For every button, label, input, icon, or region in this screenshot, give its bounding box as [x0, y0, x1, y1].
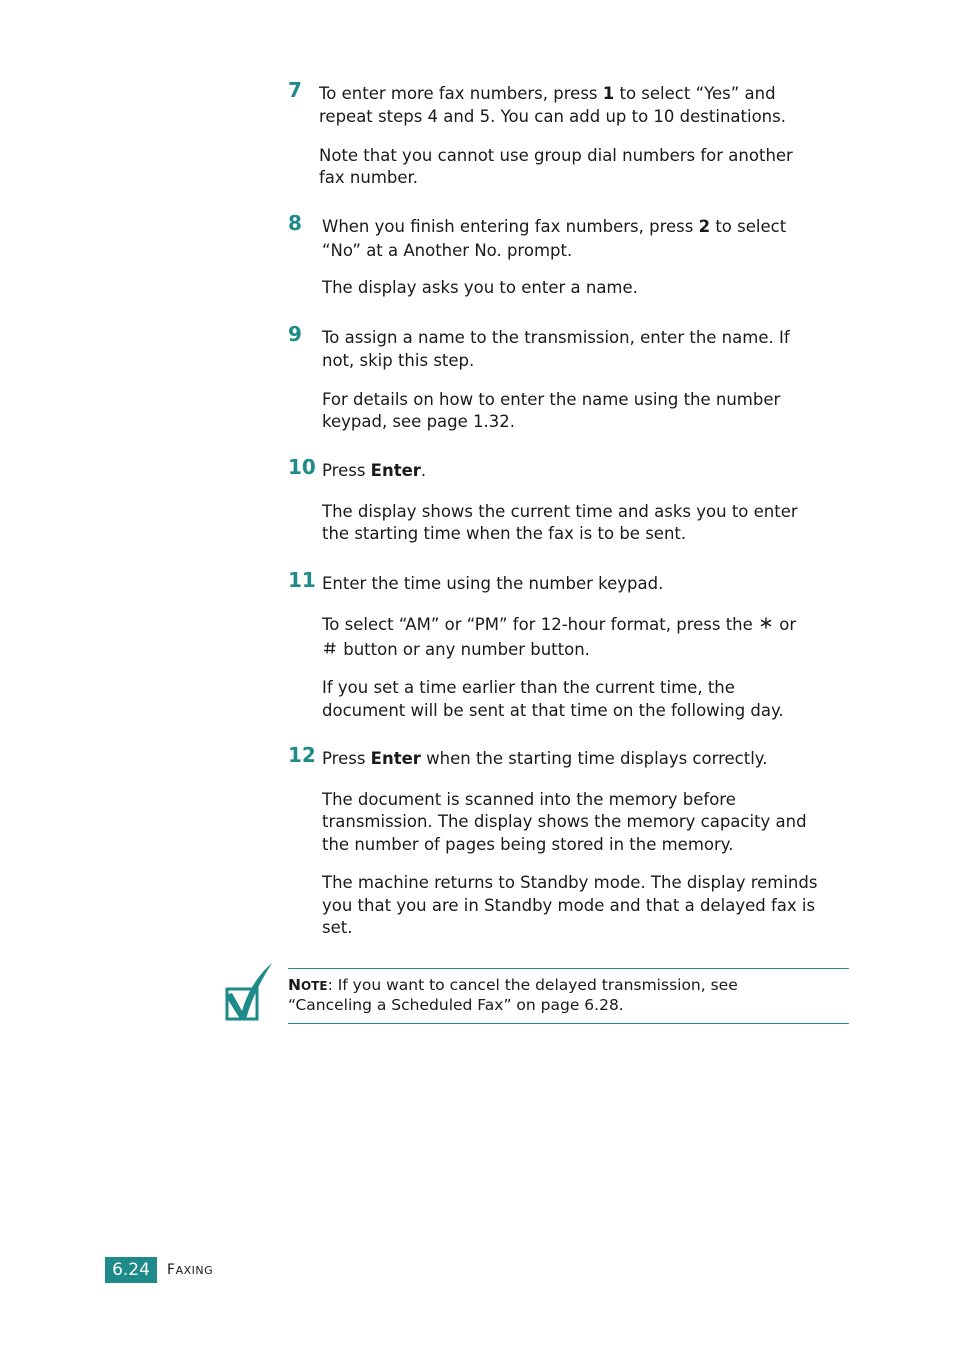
step-text: document will be sent at that time on the following day. — [322, 701, 784, 720]
note-box — [288, 968, 849, 1024]
step-number: 9 — [288, 322, 302, 346]
step-text: Press Enter. — [322, 461, 427, 480]
step-text: not, skip this step. — [322, 351, 475, 370]
step-text: button or any number button. — [322, 638, 590, 662]
note-line-1: NOTE: If you want to cancel the delayed transmission, see — [288, 976, 738, 994]
chapter-title: FAXING — [167, 1262, 214, 1278]
step-number: 8 — [288, 211, 302, 235]
step-number: 7 — [288, 78, 302, 102]
step-text: When you finish entering fax numbers, press 2 to select — [322, 217, 787, 236]
checkmark-note-icon — [224, 961, 276, 1023]
step-number: 11 — [288, 568, 316, 592]
step-text: If you set a time earlier than the current time, the — [322, 678, 735, 697]
step-text: keypad, see page 1.32. — [322, 412, 516, 431]
hash-icon — [322, 639, 338, 662]
step-text: the number of pages being stored in the memory. — [322, 835, 734, 854]
step-text: To select “AM” or “PM” for 12-hour format, press the or — [322, 613, 796, 637]
step-text: The display asks you to enter a name. — [322, 278, 638, 297]
step-text: “No” at a Another No. prompt. — [322, 241, 573, 260]
step-text: the starting time when the fax is to be sent. — [322, 524, 687, 543]
note-line-2: “Canceling a Scheduled Fax” on page 6.28. — [288, 996, 624, 1014]
step-text: The machine returns to Standby mode. The display reminds — [322, 873, 818, 892]
step-text: Press Enter when the starting time displays correctly. — [322, 749, 768, 768]
step-number: 10 — [288, 455, 316, 479]
step-text: The document is scanned into the memory before — [322, 790, 736, 809]
step-text: fax number. — [319, 168, 419, 187]
step-text: To enter more fax numbers, press 1 to select “Yes” and — [319, 84, 776, 103]
step-text: set. — [322, 918, 353, 937]
step-number: 12 — [288, 743, 316, 767]
asterisk-icon — [758, 614, 774, 637]
step-text: you that you are in Standby mode and that a delayed fax is — [322, 896, 816, 915]
step-text: Enter the time using the number keypad. — [322, 574, 664, 593]
note-label: NOTE — [288, 976, 328, 994]
step-text: transmission. The display shows the memory capacity and — [322, 812, 807, 831]
step-text: The display shows the current time and asks you to enter — [322, 502, 798, 521]
page-number: 6.24 — [105, 1257, 157, 1283]
step-text: Note that you cannot use group dial numbers for another — [319, 146, 793, 165]
step-text: repeat steps 4 and 5. You can add up to 10 destinations. — [319, 107, 786, 126]
step-text: For details on how to enter the name using the number — [322, 390, 781, 409]
step-text: To assign a name to the transmission, enter the name. If — [322, 328, 790, 347]
